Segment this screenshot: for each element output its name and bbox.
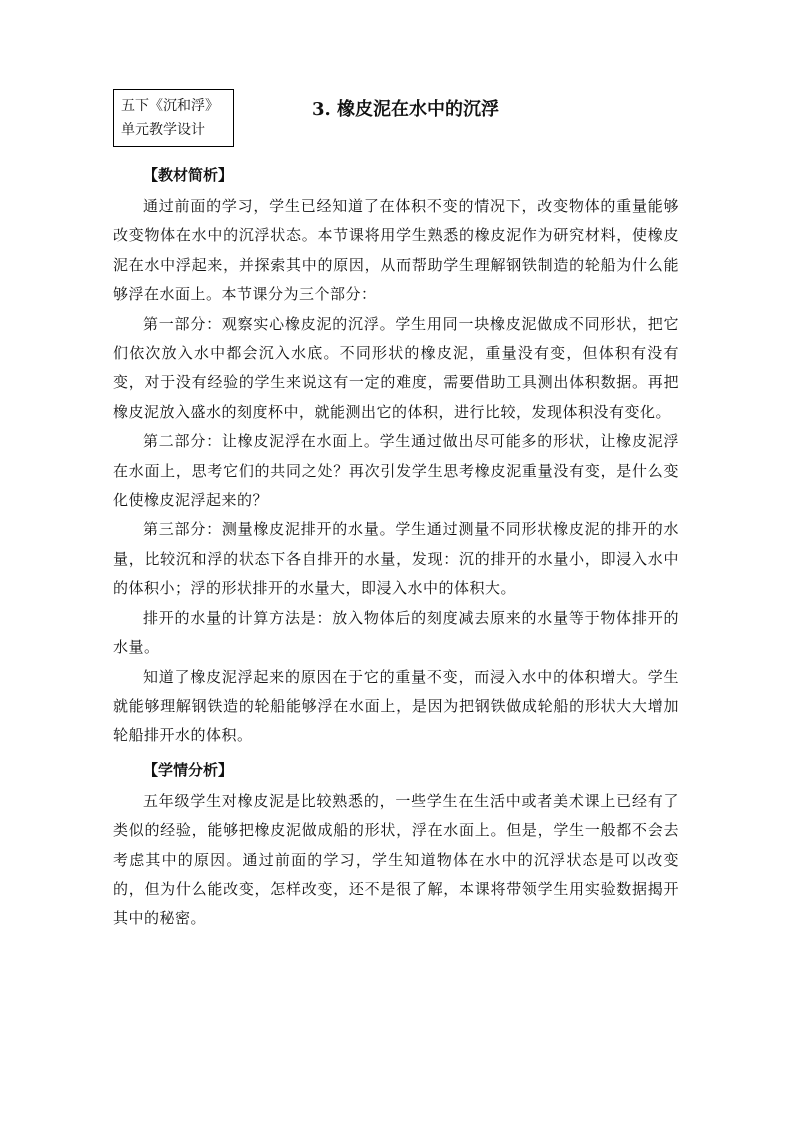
paragraph: 第三部分：测量橡皮泥排开的水量。学生通过测量不同形状橡皮泥的排开的水量，比较沉和浮的状态下各自排开的水量，发现：沉的排开的水量小，即浸入水中的体积小；浮的形状排开的水量大，即浸入水中的体积大。 xyxy=(113,520,679,598)
section-student-analysis xyxy=(113,757,679,934)
section-textbook-analysis xyxy=(113,162,679,751)
paragraph: 五年级学生对橡皮泥是比较熟悉的，一些学生在生活中或者美术课上已经有了类似的经验，能够把橡皮泥做成船的形状，浮在水面上。但是，学生一般都不会去考虑其中的原因。通过前面的学习，学生知道物体在水中的沉浮状态是可以改变的，但为什么能改变，怎样改变，还不是很了解，本课将带领学生用实验数据揭开其中的秘密。 xyxy=(113,791,679,928)
section-heading: 【学情分析】 xyxy=(143,760,234,779)
unit-label-line2: 单元教学设计 xyxy=(121,122,205,138)
unit-label-line1: 五下《沉和浮》 xyxy=(121,98,219,114)
paragraph: 第二部分：让橡皮泥浮在水面上。学生通过做出尽可能多的形状，让橡皮泥浮在水面上，思考它们的共同之处？再次引发学生思考橡皮泥重量没有变，是什么变化使橡皮泥浮起来的？ xyxy=(113,432,679,510)
document-body xyxy=(113,162,679,934)
paragraph: 通过前面的学习，学生已经知道了在体积不变的情况下，改变物体的重量能够改变物体在水中的沉浮状态。本节课将用学生熟悉的橡皮泥作为研究材料，使橡皮泥在水中浮起来，并探索其中的原因，从而帮助学生理解钢铁制造的轮船为什么能够浮在水面上。本节课分为三个部分： xyxy=(113,197,679,304)
paragraph: 排开的水量的计算方法是：放入物体后的刻度减去原来的水量等于物体排开的水量。 xyxy=(113,608,679,657)
paragraph: 第一部分：观察实心橡皮泥的沉浮。学生用同一块橡皮泥做成不同形状，把它们依次放入水中都会沉入水底。不同形状的橡皮泥，重量没有变，但体积有没有变，对于没有经验的学生来说这有一定的难度，需要借助工具测出体积数据。再把橡皮泥放入盛水的刻度杯中，就能测出它的体积，进行比较，发现体积没有变化。 xyxy=(113,314,679,421)
unit-label-box xyxy=(113,89,234,147)
page-title: 3. 橡皮泥在水中的沉浮 xyxy=(312,99,500,120)
section-heading: 【教材简析】 xyxy=(143,166,234,184)
paragraph: 知道了橡皮泥浮起来的原因在于它的重量不变，而浸入水中的体积增大。学生就能够理解钢铁造的轮船能够浮在水面上，是因为把钢铁做成轮船的形状大大增加轮船排开水的体积。 xyxy=(113,667,679,745)
